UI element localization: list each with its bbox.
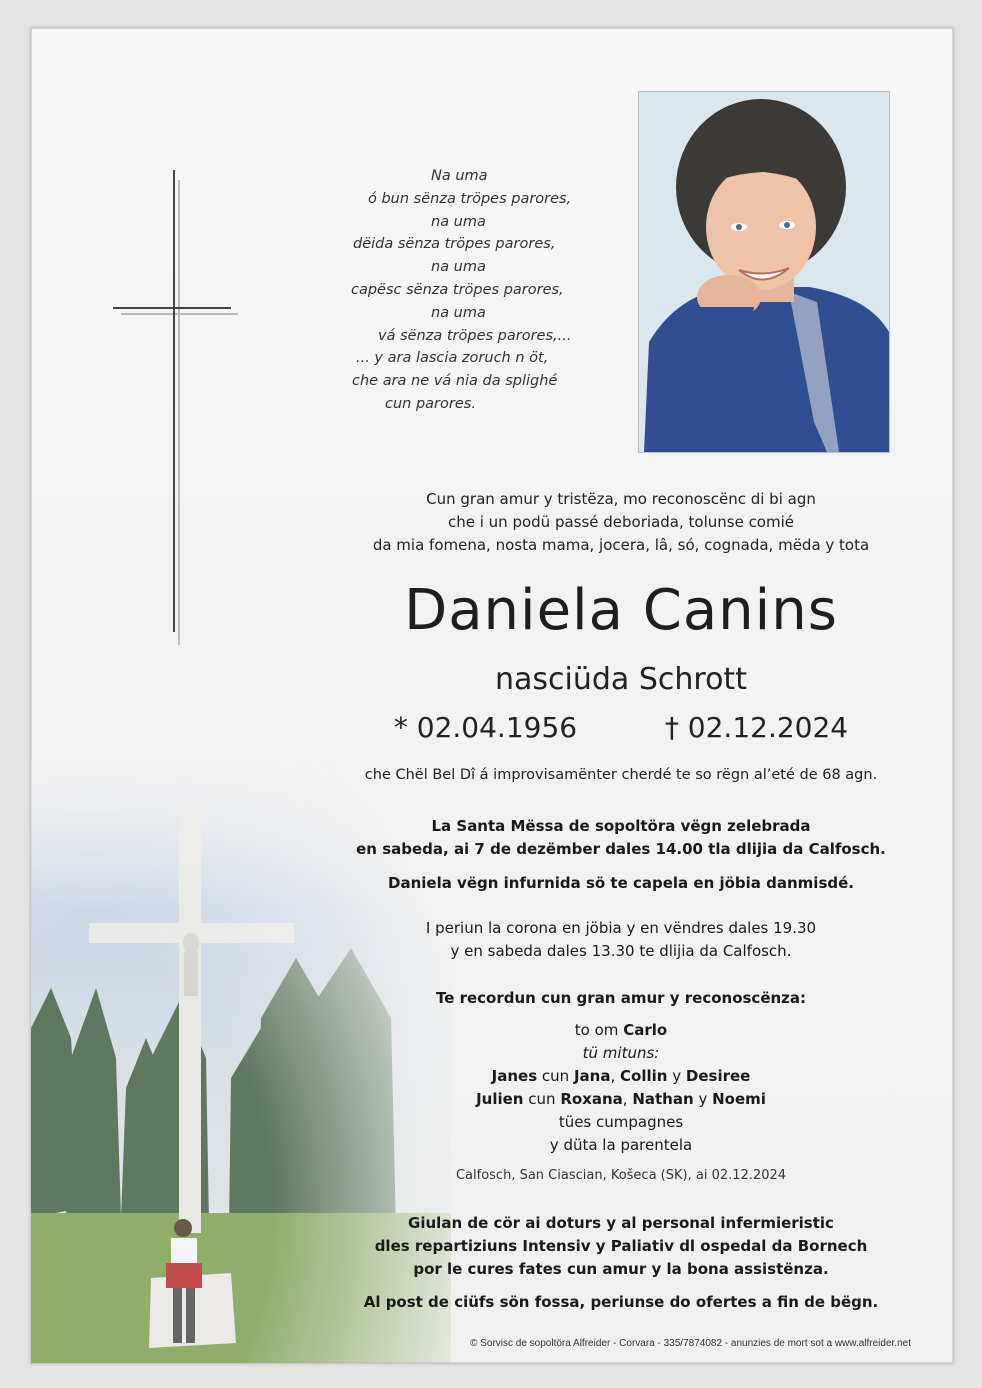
family-name: Desiree [685, 1067, 751, 1085]
intro-line: Cun gran amur y tristëza, mo reconoscënc di bi agn [426, 490, 816, 508]
husband-line [291, 1019, 951, 1042]
mass-line: en sabeda, ai 7 de dezëmber dales 14.00 tla dlijia da Calfosch. [356, 840, 886, 858]
poem-line: ... y ara lascia zoruch n öt, [356, 350, 549, 367]
intro-text [291, 488, 951, 557]
family-connector: y [672, 1067, 682, 1085]
family-row: Julien cun Roxana, Nathan y Noemi [476, 1090, 766, 1108]
friends-line: tües cumpagnes [558, 1113, 684, 1131]
maiden-name: nasciüda Schrott [495, 662, 747, 697]
mass-info [291, 815, 951, 861]
life-dates [291, 704, 951, 752]
intro-line: che i un podü passé deboriada, tolunse comié [447, 513, 794, 531]
poem-line: capësc sënza tröpes parores, [351, 281, 564, 298]
relatives-line: y düta la parentela [549, 1136, 693, 1154]
flowers-note: Al post de ciüfs sön fossa, periunse do ofertes a fin de bëgn. [363, 1293, 879, 1311]
poem-line: che ara ne vá nia da splighé [352, 373, 558, 390]
intro-line: da mia fomena, nosta mama, jocera, lâ, só, cognada, mëda y tota [372, 536, 870, 554]
poem-line: na uma [431, 213, 486, 230]
family-name: Janes [491, 1067, 538, 1085]
family-name: Nathan [632, 1090, 694, 1108]
rosary-line: I periun la corona en jöbia y en vëndres dales 19.30 [425, 919, 817, 937]
obituary-card [30, 27, 954, 1364]
thanks-line: Giulan de cör ai doturs y al personal infermieristic [408, 1214, 834, 1232]
poem-line: na uma [431, 259, 486, 276]
thanks-text [291, 1212, 951, 1281]
family-connector: cun [541, 1067, 570, 1085]
death-note: che Chël Bel Dî á improvisamënter cherdé te so rëgn al’eté de 68 agn. [364, 767, 878, 783]
family-name: Roxana [560, 1090, 623, 1108]
family-name: Collin [620, 1067, 668, 1085]
family-list [291, 1019, 951, 1157]
cross-icon [113, 170, 243, 640]
footer-credit: © Sorvisc de sopoltöra Alfreider - Corvara - 335/7874082 - anunzies de mort sot a www.alfreider.net [470, 1338, 911, 1349]
portrait-photo [638, 91, 890, 453]
husband-name: Carlo [623, 1021, 668, 1039]
place-date: Calfosch, San Ciascian, Košeca (SK), ai 02.12.2024 [455, 1168, 787, 1183]
death-date: † 02.12.2024 [664, 711, 849, 744]
rosary-line: y en sabeda dales 13.30 te dlijia da Calfosch. [450, 942, 792, 960]
deceased-name: Daniela Canins [404, 578, 838, 643]
exposed-info: Daniela vëgn infurnida sö te capela en jöbia danmisdé. [388, 874, 854, 892]
grandchildren-label: tü mituns: [582, 1044, 660, 1062]
poem [331, 165, 601, 416]
family-connector: y [698, 1090, 708, 1108]
family-name: Jana [573, 1067, 611, 1085]
thanks-line: dles repartiziuns Intensiv y Paliativ dl ospedal da Bornech [374, 1237, 868, 1255]
poem-line: dëida sënza tröpes parores, [353, 236, 556, 253]
poem-line: cun parores. [385, 395, 476, 412]
family-connector: cun [528, 1090, 556, 1108]
family-row: Janes cun Jana, Collin y Desiree [491, 1067, 751, 1085]
birth-date: * 02.04.1956 [393, 711, 578, 744]
poem-line: vá sënza tröpes parores,... [378, 327, 572, 344]
poem-line: Na uma [431, 168, 488, 184]
poem-line: na uma [431, 304, 486, 321]
family-name: Julien [476, 1090, 524, 1108]
remember-heading: Te recordun cun gran amur y reconoscënza: [435, 989, 807, 1007]
mass-line: La Santa Mëssa de sopoltöra vëgn zelebrada [431, 817, 811, 835]
rosary-info [291, 917, 951, 963]
husband-prefix: to om [574, 1021, 619, 1039]
family-name: Noemi [712, 1090, 766, 1108]
thanks-line: por le cures fates cun amur y la bona assistënza. [413, 1260, 829, 1278]
poem-line: ó bun sënza tröpes parores, [368, 190, 572, 207]
